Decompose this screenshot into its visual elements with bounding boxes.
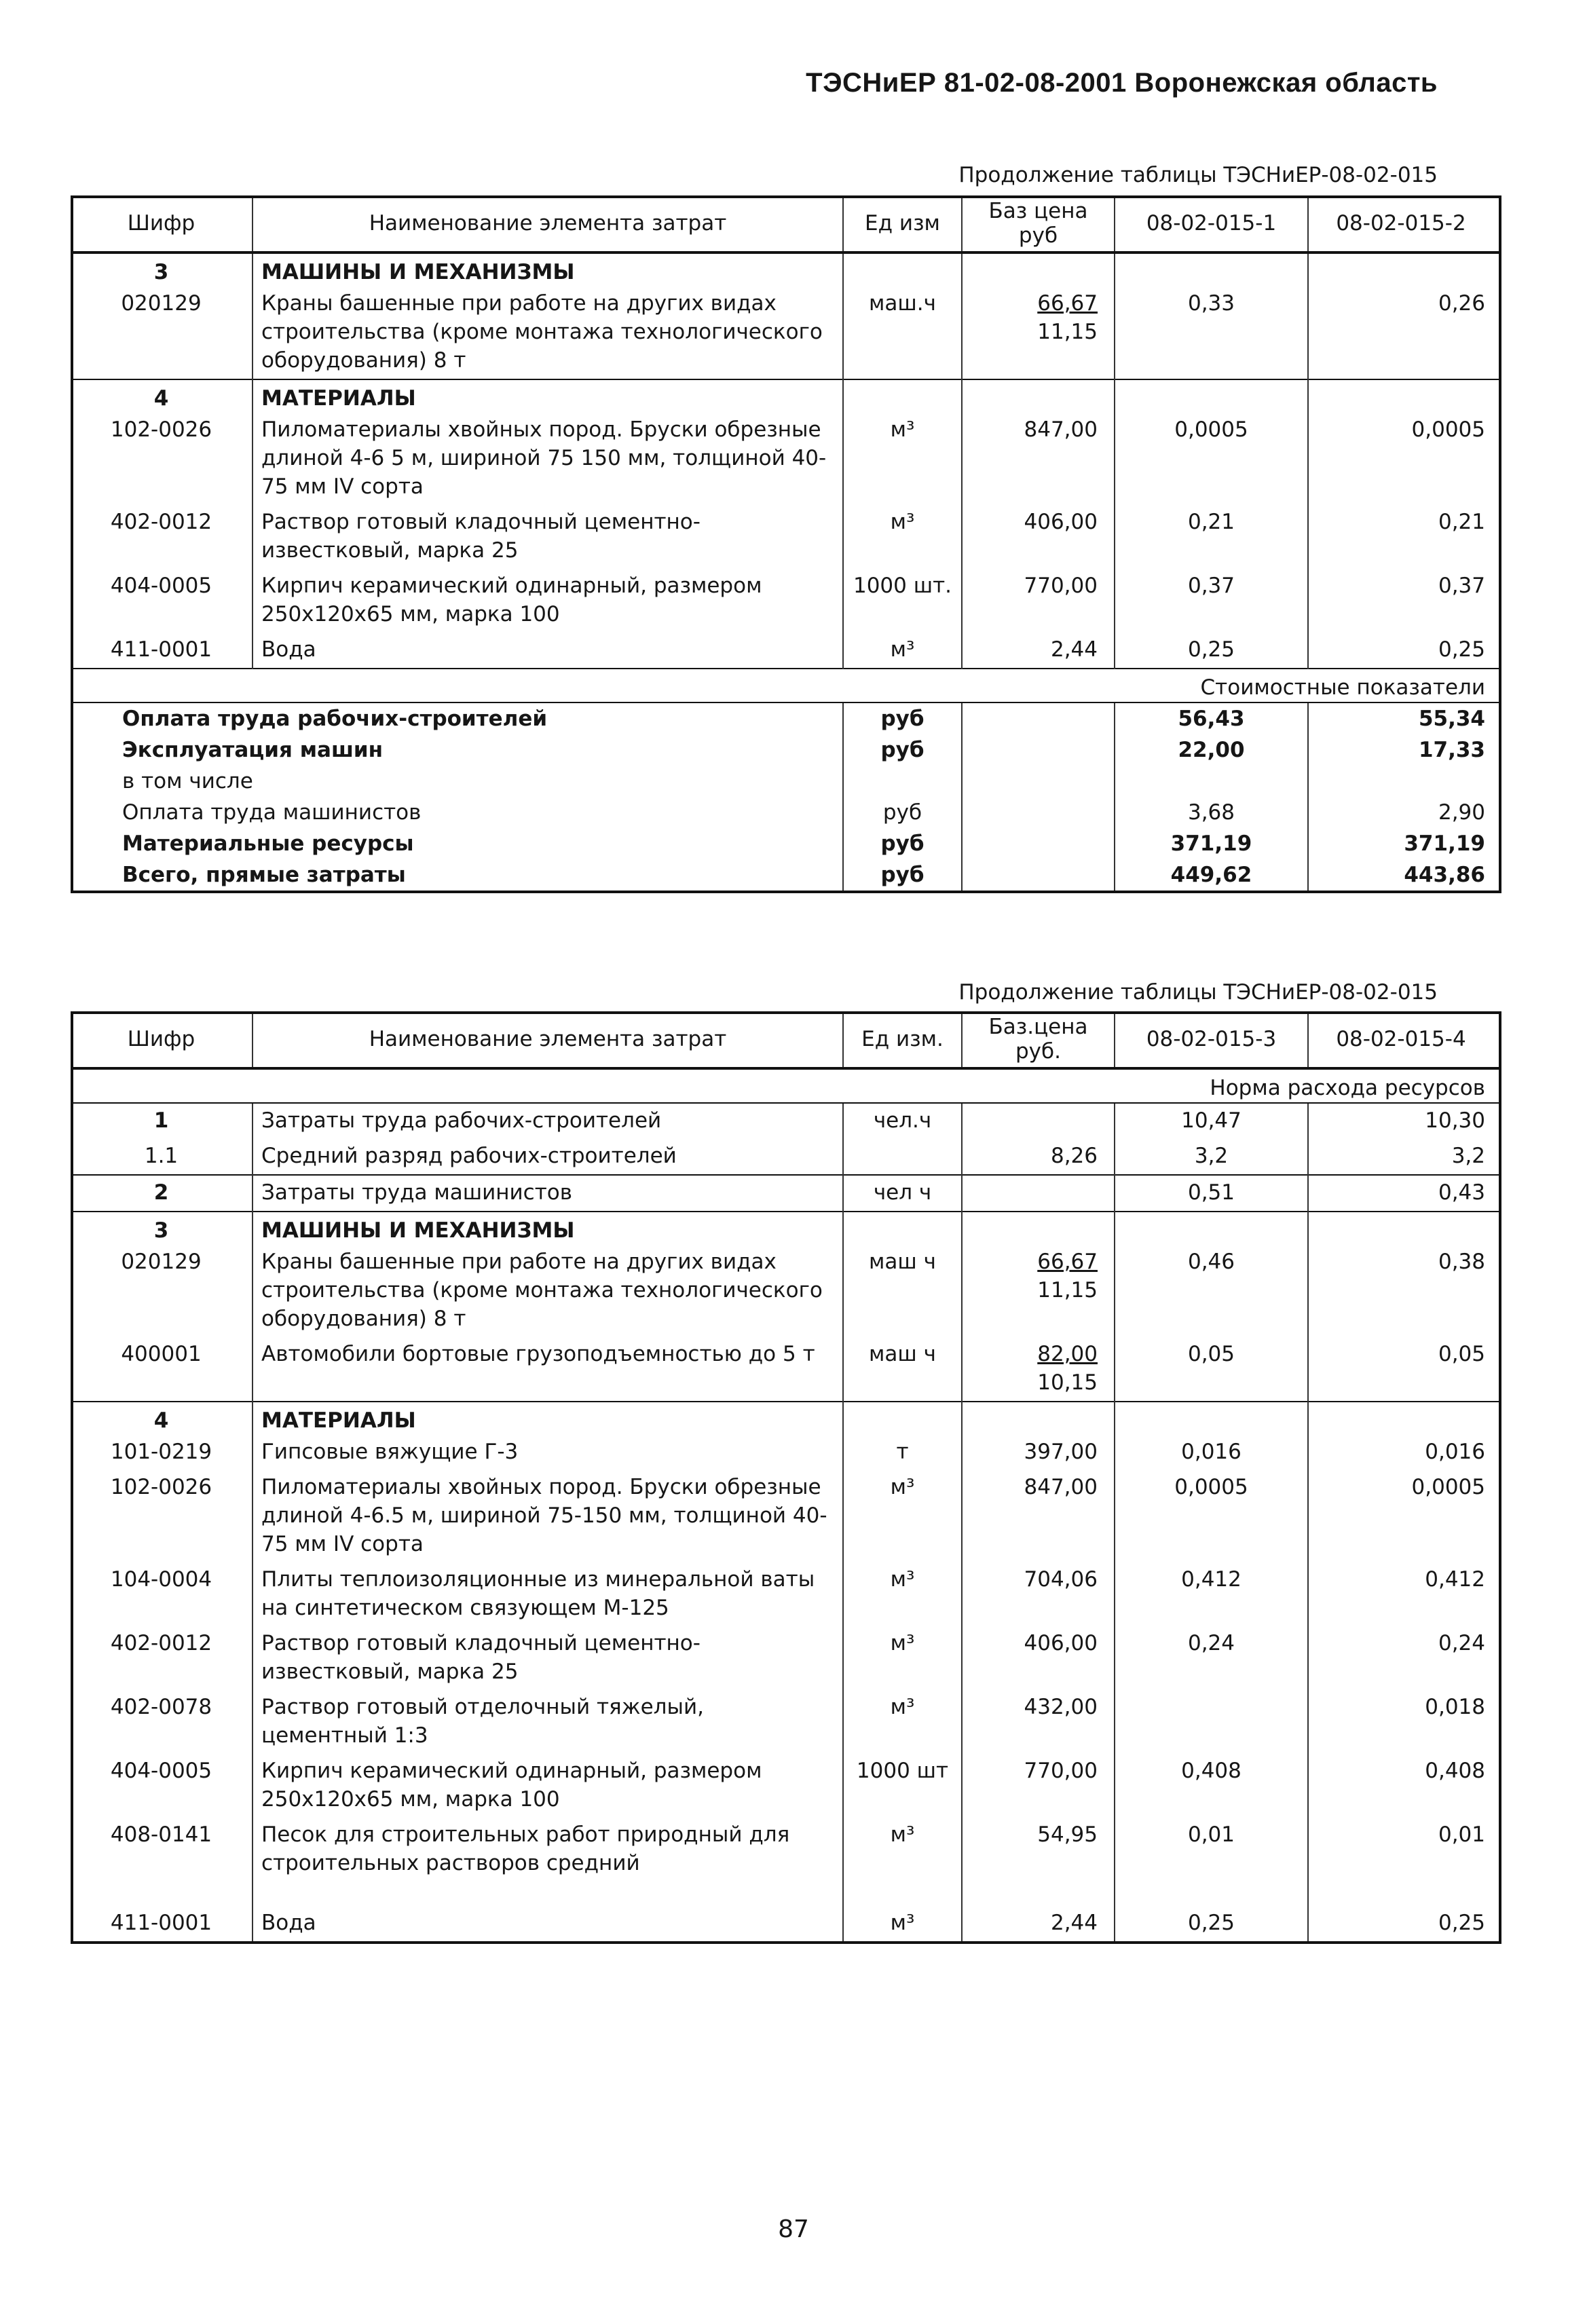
norm-value-2: 3,2 bbox=[1308, 1139, 1501, 1175]
section-title: МАТЕРИАЛЫ bbox=[253, 1402, 843, 1435]
resource-table-2 bbox=[71, 1011, 1501, 1944]
base-price: 770,00 bbox=[1024, 1759, 1098, 1783]
machinist-wage-price: 11,15 bbox=[1037, 1278, 1098, 1302]
norm-value-1: 0,24 bbox=[1115, 1626, 1308, 1690]
empty-cell bbox=[1308, 252, 1501, 286]
resource-name: Кирпич керамический одинарный, размером 250х120х65 мм, марка 100 bbox=[253, 569, 843, 633]
resource-unit: чел ч bbox=[843, 1175, 962, 1212]
table-row bbox=[71, 1245, 1501, 1337]
table-row bbox=[71, 1754, 1501, 1818]
norm-value-2: 0,24 bbox=[1308, 1626, 1501, 1690]
column-header-norm-2: 08-02-015-4 bbox=[1308, 1011, 1501, 1068]
summary-value-1: 371,19 bbox=[1115, 828, 1308, 859]
resource-unit: м³ bbox=[843, 1562, 962, 1626]
summary-value-1: 56,43 bbox=[1115, 702, 1308, 734]
base-price-cell bbox=[962, 1818, 1115, 1881]
empty-cell bbox=[1115, 252, 1308, 286]
resource-code: 1.1 bbox=[144, 1144, 179, 1168]
norm-value-2: 0,018 bbox=[1308, 1690, 1501, 1754]
base-price: 397,00 bbox=[1024, 1440, 1098, 1464]
column-header-norm-2: 08-02-015-2 bbox=[1308, 195, 1501, 252]
section-title: МАШИНЫ И МЕХАНИЗМЫ bbox=[253, 1212, 843, 1245]
empty-cell bbox=[843, 1402, 962, 1435]
section-row bbox=[71, 379, 1501, 413]
resource-unit: маш ч bbox=[843, 1337, 962, 1402]
summary-unit: руб bbox=[843, 828, 962, 859]
empty-cell bbox=[962, 1212, 1115, 1245]
base-price: 66,67 bbox=[1037, 1250, 1098, 1274]
summary-value-2: 443,86 bbox=[1308, 859, 1501, 892]
norm-value-1: 0,46 bbox=[1115, 1245, 1308, 1337]
norm-value-1: 0,016 bbox=[1115, 1435, 1308, 1470]
norm-value-1: 0,01 bbox=[1115, 1818, 1308, 1881]
base-price: 847,00 bbox=[1024, 1475, 1098, 1499]
summary-value-1: 449,62 bbox=[1115, 859, 1308, 892]
summary-row bbox=[71, 702, 1501, 734]
table-row bbox=[71, 633, 1501, 669]
summary-value-2: 17,33 bbox=[1308, 734, 1501, 766]
norm-value-1: 0,37 bbox=[1115, 569, 1308, 633]
resource-name: Раствор готовый кладочный цементно-известковый, марка 25 bbox=[253, 505, 843, 569]
norm-header bbox=[71, 1068, 1501, 1103]
resource-unit: 1000 шт. bbox=[843, 569, 962, 633]
column-header-norm-1: 08-02-015-3 bbox=[1115, 1011, 1308, 1068]
resource-name: Гипсовые вяжущие Г-3 bbox=[253, 1435, 843, 1470]
norm-value-2: 10,30 bbox=[1308, 1103, 1501, 1139]
base-price: 54,95 bbox=[1037, 1822, 1098, 1847]
resource-unit: 1000 шт bbox=[843, 1754, 962, 1818]
resource-code: 402-0012 bbox=[110, 510, 212, 534]
resource-name: Пиломатериалы хвойных пород. Бруски обрезные длиной 4-6 5 м, шириной 75 150 мм, толщиной 40-75 мм IV сорта bbox=[253, 413, 843, 505]
empty-cell bbox=[843, 379, 962, 413]
resource-code: 411-0001 bbox=[71, 1881, 253, 1943]
base-price-cell bbox=[962, 505, 1115, 569]
resource-unit: м³ bbox=[843, 1818, 962, 1881]
summary-row bbox=[71, 828, 1501, 859]
page-number: 87 bbox=[778, 2215, 809, 2243]
base-price: 847,00 bbox=[1024, 417, 1098, 442]
machinist-wage-price: 11,15 bbox=[1037, 320, 1098, 344]
base-price: 406,00 bbox=[1024, 1631, 1098, 1655]
empty-cell bbox=[962, 379, 1115, 413]
base-price: 704,06 bbox=[1024, 1567, 1098, 1592]
norm-value-2: 0,26 bbox=[1308, 286, 1501, 379]
summary-unit: руб bbox=[843, 734, 962, 766]
empty-cell bbox=[962, 797, 1115, 828]
empty-cell bbox=[1115, 1402, 1308, 1435]
norm-value-1: 0,51 bbox=[1115, 1175, 1308, 1212]
table-row bbox=[71, 1470, 1501, 1562]
empty-cell bbox=[962, 766, 1115, 797]
column-header-unit: Ед изм bbox=[843, 195, 962, 252]
table-header-row bbox=[71, 195, 1501, 252]
resource-name: Затраты труда рабочих-строителей bbox=[253, 1103, 843, 1139]
empty-cell bbox=[1115, 1212, 1308, 1245]
resource-name: Автомобили бортовые грузоподъемностью до 5 т bbox=[253, 1337, 843, 1402]
table-header-row bbox=[71, 1011, 1501, 1068]
resource-unit: м³ bbox=[843, 1690, 962, 1754]
table-row bbox=[71, 1435, 1501, 1470]
table-row bbox=[71, 569, 1501, 633]
base-price-cell bbox=[962, 633, 1115, 669]
column-header-name: Наименование элемента затрат bbox=[253, 195, 843, 252]
resource-name: Вода bbox=[253, 633, 843, 669]
empty-cell bbox=[1308, 1212, 1501, 1245]
base-price-cell bbox=[962, 1562, 1115, 1626]
summary-value-1 bbox=[1115, 766, 1308, 797]
section-code: 3 bbox=[71, 1212, 253, 1245]
resource-unit: м³ bbox=[843, 505, 962, 569]
norm-value-1: 0,21 bbox=[1115, 505, 1308, 569]
resource-code: 102-0026 bbox=[110, 1475, 212, 1499]
empty-cell bbox=[962, 702, 1115, 734]
base-price: 2,44 bbox=[1050, 637, 1098, 662]
summary-value-2: 371,19 bbox=[1308, 828, 1501, 859]
norm-value-2: 0,01 bbox=[1308, 1818, 1501, 1881]
norm-value-1: 3,2 bbox=[1115, 1139, 1308, 1175]
cost-indicators-header bbox=[71, 669, 1501, 702]
base-price-cell bbox=[962, 569, 1115, 633]
section-code: 4 bbox=[71, 379, 253, 413]
empty-cell bbox=[962, 252, 1115, 286]
base-price: 2,44 bbox=[1050, 1911, 1098, 1935]
base-price: 82,00 bbox=[1037, 1342, 1098, 1366]
base-price-cell bbox=[962, 1435, 1115, 1470]
resource-code: 020129 bbox=[121, 291, 202, 316]
norm-value-2: 0,408 bbox=[1308, 1754, 1501, 1818]
norm-value-1: 0,0005 bbox=[1115, 1470, 1308, 1562]
table-row bbox=[71, 1337, 1501, 1402]
section-title: МАТЕРИАЛЫ bbox=[253, 379, 843, 413]
section-code: 4 bbox=[71, 1402, 253, 1435]
summary-unit: руб bbox=[843, 702, 962, 734]
norm-value-2: 0,016 bbox=[1308, 1435, 1501, 1470]
column-header-code: Шифр bbox=[71, 195, 253, 252]
norm-value-1: 0,05 bbox=[1115, 1337, 1308, 1402]
column-header-code: Шифр bbox=[71, 1011, 253, 1068]
resource-code: 402-0012 bbox=[110, 1631, 212, 1655]
base-price: 8,26 bbox=[1050, 1144, 1098, 1168]
resource-code: 400001 bbox=[121, 1342, 202, 1366]
summary-value-1: 22,00 bbox=[1115, 734, 1308, 766]
resource-name: Раствор готовый отделочный тяжелый, цементный 1:3 bbox=[253, 1690, 843, 1754]
norm-value-2: 0,38 bbox=[1308, 1245, 1501, 1337]
resource-name: Песок для строительных работ природный для строительных растворов средний bbox=[253, 1818, 843, 1881]
base-price-cell bbox=[962, 1626, 1115, 1690]
base-price-cell bbox=[962, 1139, 1115, 1175]
empty-cell bbox=[962, 828, 1115, 859]
base-price-cell bbox=[962, 1175, 1115, 1212]
summary-label: в том числе bbox=[122, 769, 253, 793]
column-header-name: Наименование элемента затрат bbox=[253, 1011, 843, 1068]
norm-value-2: 0,25 bbox=[1308, 633, 1501, 669]
column-header-price: Баз.цена руб. bbox=[962, 1011, 1115, 1068]
summary-value-1: 3,68 bbox=[1115, 797, 1308, 828]
norm-value-1: 0,33 bbox=[1115, 286, 1308, 379]
resource-unit bbox=[843, 1139, 962, 1175]
summary-label: Всего, прямые затраты bbox=[71, 859, 843, 892]
section-row bbox=[71, 1402, 1501, 1435]
base-price-cell bbox=[962, 1103, 1115, 1139]
resource-code: 404-0005 bbox=[110, 574, 212, 598]
empty-cell bbox=[962, 1402, 1115, 1435]
resource-code: 402-0078 bbox=[110, 1695, 212, 1719]
resource-code: 020129 bbox=[121, 1250, 202, 1274]
base-price: 406,00 bbox=[1024, 510, 1098, 534]
base-price: 66,67 bbox=[1037, 291, 1098, 316]
empty-cell bbox=[1115, 379, 1308, 413]
table-row bbox=[71, 286, 1501, 379]
norm-value-2: 0,37 bbox=[1308, 569, 1501, 633]
resource-code: 102-0026 bbox=[110, 417, 212, 442]
summary-row bbox=[71, 797, 1501, 828]
norm-value-1: 0,408 bbox=[1115, 1754, 1308, 1818]
resource-unit: т bbox=[843, 1435, 962, 1470]
summary-label: Оплата труда рабочих-строителей bbox=[71, 702, 843, 734]
resource-name: Средний разряд рабочих-строителей bbox=[253, 1139, 843, 1175]
table-row bbox=[71, 1881, 1501, 1943]
resource-name: Плиты теплоизоляционные из минеральной ваты на синтетическом связующем М-125 bbox=[253, 1562, 843, 1626]
table-row bbox=[71, 1690, 1501, 1754]
norm-value-2: 0,21 bbox=[1308, 505, 1501, 569]
summary-value-2: 55,34 bbox=[1308, 702, 1501, 734]
table2-caption: Продолжение таблицы ТЭСНиЕР-08-02-015 bbox=[958, 980, 1438, 1005]
table-row bbox=[71, 1818, 1501, 1881]
base-price-cell bbox=[962, 1337, 1115, 1402]
base-price-cell bbox=[962, 1754, 1115, 1818]
resource-name: Вода bbox=[253, 1881, 843, 1943]
machinist-wage-price: 10,15 bbox=[1037, 1370, 1098, 1395]
resource-unit: м³ bbox=[843, 1626, 962, 1690]
resource-unit: м³ bbox=[843, 413, 962, 505]
resource-code: 1 bbox=[71, 1103, 253, 1139]
resource-code: 411-0001 bbox=[110, 637, 212, 662]
summary-value-2: 2,90 bbox=[1308, 797, 1501, 828]
empty-cell bbox=[1308, 379, 1501, 413]
empty-cell bbox=[962, 734, 1115, 766]
section-code: 3 bbox=[153, 260, 169, 284]
resource-unit: м³ bbox=[843, 1881, 962, 1943]
norm-value-2: 0,43 bbox=[1308, 1175, 1501, 1212]
column-header-price: Баз цена руб bbox=[962, 195, 1115, 252]
norm-value-1: 0,412 bbox=[1115, 1562, 1308, 1626]
resource-code: 404-0005 bbox=[110, 1759, 212, 1783]
norm-value-1: 0,25 bbox=[1115, 633, 1308, 669]
resource-code: 2 bbox=[71, 1175, 253, 1212]
table-row bbox=[71, 1175, 1501, 1212]
resource-name: Пиломатериалы хвойных пород. Бруски обрезные длиной 4-6.5 м, шириной 75-150 мм, толщиной 40-75 мм IV сорта bbox=[253, 1470, 843, 1562]
cost-indicators-header-label: Стоимостные показатели bbox=[71, 669, 1501, 702]
section-row bbox=[71, 252, 1501, 286]
table1-caption: Продолжение таблицы ТЭСНиЕР-08-02-015 bbox=[958, 163, 1438, 187]
empty-cell bbox=[962, 859, 1115, 892]
resource-code: 104-0004 bbox=[110, 1567, 212, 1592]
resource-name: Раствор готовый кладочный цементно-известковый, марка 25 bbox=[253, 1626, 843, 1690]
summary-unit bbox=[843, 766, 962, 797]
norm-value-1: 0,0005 bbox=[1115, 413, 1308, 505]
summary-row bbox=[71, 766, 1501, 797]
section-row bbox=[71, 1212, 1501, 1245]
resource-name: Краны башенные при работе на других видах строительства (кроме монтажа технологического оборудования) 8 т bbox=[253, 286, 843, 379]
norm-header-label: Норма расхода ресурсов bbox=[71, 1068, 1501, 1103]
table-row bbox=[71, 1103, 1501, 1139]
base-price-cell bbox=[962, 413, 1115, 505]
empty-cell bbox=[1308, 1402, 1501, 1435]
empty-cell bbox=[843, 1212, 962, 1245]
resource-unit: м³ bbox=[843, 1470, 962, 1562]
table-row bbox=[71, 1139, 1501, 1175]
base-price-cell bbox=[962, 1690, 1115, 1754]
resource-unit: маш.ч bbox=[843, 286, 962, 379]
table-row bbox=[71, 505, 1501, 569]
summary-row bbox=[71, 734, 1501, 766]
base-price-cell bbox=[962, 1245, 1115, 1337]
summary-unit: руб bbox=[843, 797, 962, 828]
norm-value-2: 0,05 bbox=[1308, 1337, 1501, 1402]
base-price-cell bbox=[962, 1470, 1115, 1562]
base-price: 770,00 bbox=[1024, 574, 1098, 598]
section-title: МАШИНЫ И МЕХАНИЗМЫ bbox=[253, 252, 843, 286]
norm-value-2: 0,412 bbox=[1308, 1562, 1501, 1626]
resource-unit: маш ч bbox=[843, 1245, 962, 1337]
summary-unit: руб bbox=[843, 859, 962, 892]
table-row bbox=[71, 1626, 1501, 1690]
base-price-cell bbox=[962, 1881, 1115, 1943]
norm-value-1: 10,47 bbox=[1115, 1103, 1308, 1139]
base-price: 432,00 bbox=[1024, 1695, 1098, 1719]
resource-name: Затраты труда машинистов bbox=[253, 1175, 843, 1212]
summary-row bbox=[71, 859, 1501, 892]
summary-label: Оплата труда машинистов bbox=[122, 800, 422, 825]
resource-code: 408-0141 bbox=[110, 1822, 212, 1847]
norm-value-2: 0,0005 bbox=[1308, 413, 1501, 505]
norm-value-1: 0,25 bbox=[1115, 1881, 1308, 1943]
resource-code: 101-0219 bbox=[110, 1440, 212, 1464]
table-row bbox=[71, 1562, 1501, 1626]
column-header-norm-1: 08-02-015-1 bbox=[1115, 195, 1308, 252]
resource-name: Кирпич керамический одинарный, размером 250х120х65 мм, марка 100 bbox=[253, 1754, 843, 1818]
norm-value-2: 0,25 bbox=[1308, 1881, 1501, 1943]
column-header-unit: Ед изм. bbox=[843, 1011, 962, 1068]
summary-label: Материальные ресурсы bbox=[122, 831, 414, 856]
norm-value-1 bbox=[1115, 1690, 1308, 1754]
resource-name: Краны башенные при работе на других видах строительства (кроме монтажа технологического оборудования) 8 т bbox=[253, 1245, 843, 1337]
table-row bbox=[71, 413, 1501, 505]
resource-table-1 bbox=[71, 195, 1501, 893]
page-header-title: ТЭСНиЕР 81-02-08-2001 Воронежская область bbox=[806, 68, 1438, 98]
summary-label: Эксплуатация машин bbox=[122, 738, 384, 762]
norm-value-2: 0,0005 bbox=[1308, 1470, 1501, 1562]
summary-value-2 bbox=[1308, 766, 1501, 797]
empty-cell bbox=[843, 252, 962, 286]
resource-unit: м³ bbox=[843, 633, 962, 669]
resource-unit: чел.ч bbox=[843, 1103, 962, 1139]
base-price-cell bbox=[962, 286, 1115, 379]
